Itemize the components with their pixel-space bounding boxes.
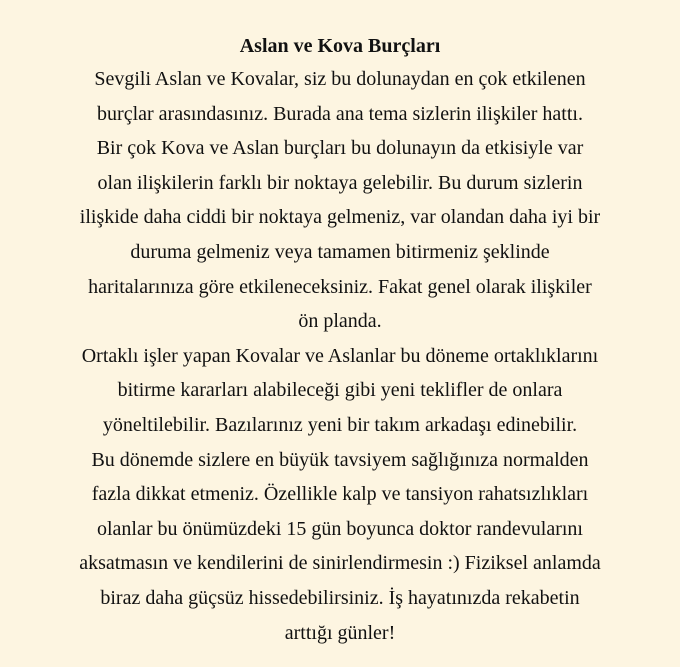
body-line: Bir çok Kova ve Aslan burçları bu dolunayın da etkisiyle var bbox=[96, 137, 584, 160]
article-title: Aslan ve Kova Burçları bbox=[239, 35, 441, 57]
article-body bbox=[0, 62, 680, 650]
body-line: arttığı günler! bbox=[284, 621, 396, 644]
body-line: olanlar bu önümüzdeki 15 gün boyunca doktor randevularını bbox=[97, 517, 583, 540]
body-line: ön planda. bbox=[298, 310, 382, 333]
body-line: duruma gelmeniz veya tamamen bitirmeniz şeklinde bbox=[130, 240, 550, 263]
body-line: haritalarınıza göre etkileneceksiniz. Fakat genel olarak ilişkiler bbox=[88, 275, 592, 298]
body-line: yöneltilebilir. Bazılarınız yeni bir takım arkadaşı edinebilir. bbox=[102, 413, 578, 436]
body-line: biraz daha güçsüz hissedebilirsiniz. İş hayatınızda rekabetin bbox=[100, 586, 580, 609]
body-line: olan ilişkilerin farklı bir noktaya gelebilir. Bu durum sizlerin bbox=[97, 171, 583, 194]
body-line: fazla dikkat etmeniz. Özellikle kalp ve tansiyon rahatsızlıkları bbox=[91, 483, 589, 506]
body-line: Bu dönemde sizlere en büyük tavsiyem sağlığınıza normalden bbox=[91, 448, 589, 471]
body-line: bitirme kararları alabileceği gibi yeni teklifler de onlara bbox=[117, 379, 563, 402]
body-line: ilişkide daha ciddi bir noktaya gelmeniz, var olandan daha iyi bir bbox=[79, 206, 601, 229]
body-line: aksatmasın ve kendilerini de sinirlendirmesin :) Fiziksel anlamda bbox=[79, 552, 601, 575]
body-line: burçlar arasındasınız. Burada ana tema sizlerin ilişkiler hattı. bbox=[97, 102, 583, 125]
body-line: Sevgili Aslan ve Kovalar, siz bu dolunaydan en çok etkilenen bbox=[94, 68, 586, 90]
body-line: Ortaklı işler yapan Kovalar ve Aslanlar bu döneme ortaklıklarını bbox=[81, 344, 599, 367]
